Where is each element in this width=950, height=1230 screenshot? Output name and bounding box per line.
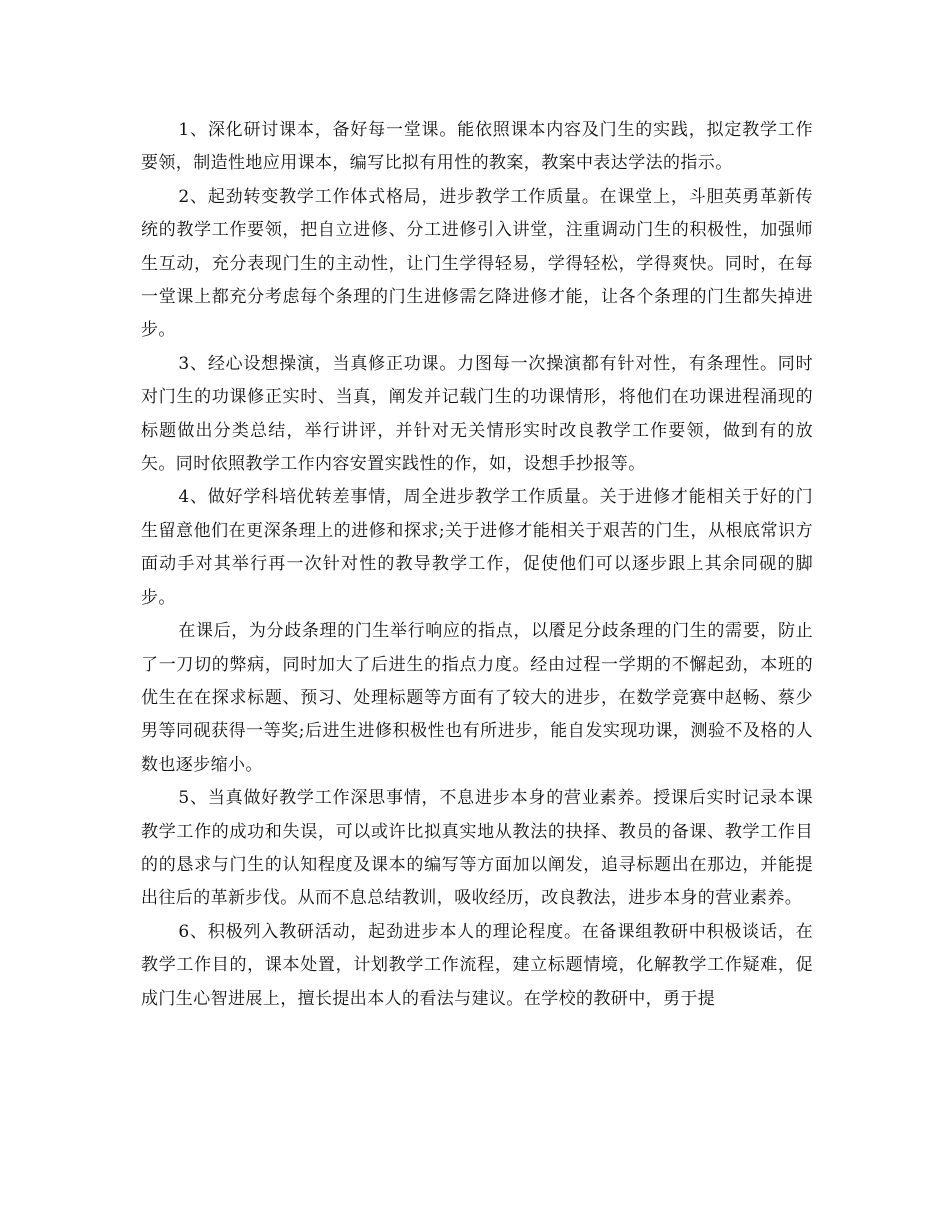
paragraph-1: 1、深化研讨课本，备好每一堂课。能依照课本内容及门生的实践，拟定教学工作要领，制造性地应用课本，编写比拟有用性的教案，教案中表达学法的指示。 <box>141 120 813 174</box>
paragraph-4: 4、做好学科培优转差事情，周全进步教学工作质量。关于进修才能相关于好的门生留意他们在更深条理上的进修和探求;关于进修才能相关于艰苦的门生，从根底常识方面动手对其举行再一次针对性的教导教学工作，促使他们可以逐步跟上其余同砚的脚步。 <box>141 487 813 608</box>
paragraph-3: 3、经心设想操演，当真修正功课。力图每一次操演都有针对性，有条理性。同时对门生的功课修正实时、当真，阐发并记载门生的功课情形，将他们在功课进程涌现的标题做出分类总结，举行讲评，并针对无关情形实时改良教学工作要领，做到有的放矢。同时依照教学工作内容安置实践性的作，如，设想手抄报等。 <box>141 353 813 475</box>
paragraph-2: 2、起劲转变教学工作体式格局，进步教学工作质量。在课堂上，斗胆英勇革新传统的教学工作要领，把自立进修、分工进修引入讲堂，注重调动门生的积极性，加强师生互动，充分表现门生的主动性，让门生学得轻易，学得轻松，学得爽快。同时，在每一堂课上都充分考虑每个条理的门生进修需乞降进修才能，让各个条理的门生都失掉进步。 <box>141 186 813 341</box>
paragraph-7: 6、积极列入教研活动，起劲进步本人的理论程度。在备课组教研中积极谈话，在教学工作目的，课本处置，计划教学工作流程，建立标题情境，化解教学工作疑难，促成门生心智进展上，擅长提出本人的看法与建议。在学校的教研中，勇于提 <box>141 921 813 1009</box>
paragraph-5: 在课后，为分歧条理的门生举行响应的指点，以餍足分歧条理的门生的需要，防止了一刀切的弊病，同时加大了后进生的指点力度。经由过程一学期的不懈起劲，本班的优生在在探求标题、预习、处理标题等方面有了较大的进步，在数学竞赛中赵畅、蔡少男等同砚获得一等奖;后进生进修积极性也有所进步，能自发实现功课，测验不及格的人数也逐步缩小。 <box>141 621 813 775</box>
paragraph-6: 5、当真做好教学工作深思事情，不息进步本身的营业素养。授课后实时记录本课教学工作的成功和失误，可以或许比拟真实地从教法的抉择、教员的备课、教学工作目的的恳求与门生的认知程度及课本的编写等方面加以阐发，追寻标题出在那边，并能提出往后的革新步伐。从而不息总结教训，吸收经历，改良教法，进步本身的营业素养。 <box>141 788 813 909</box>
document-body <box>141 114 813 1016</box>
